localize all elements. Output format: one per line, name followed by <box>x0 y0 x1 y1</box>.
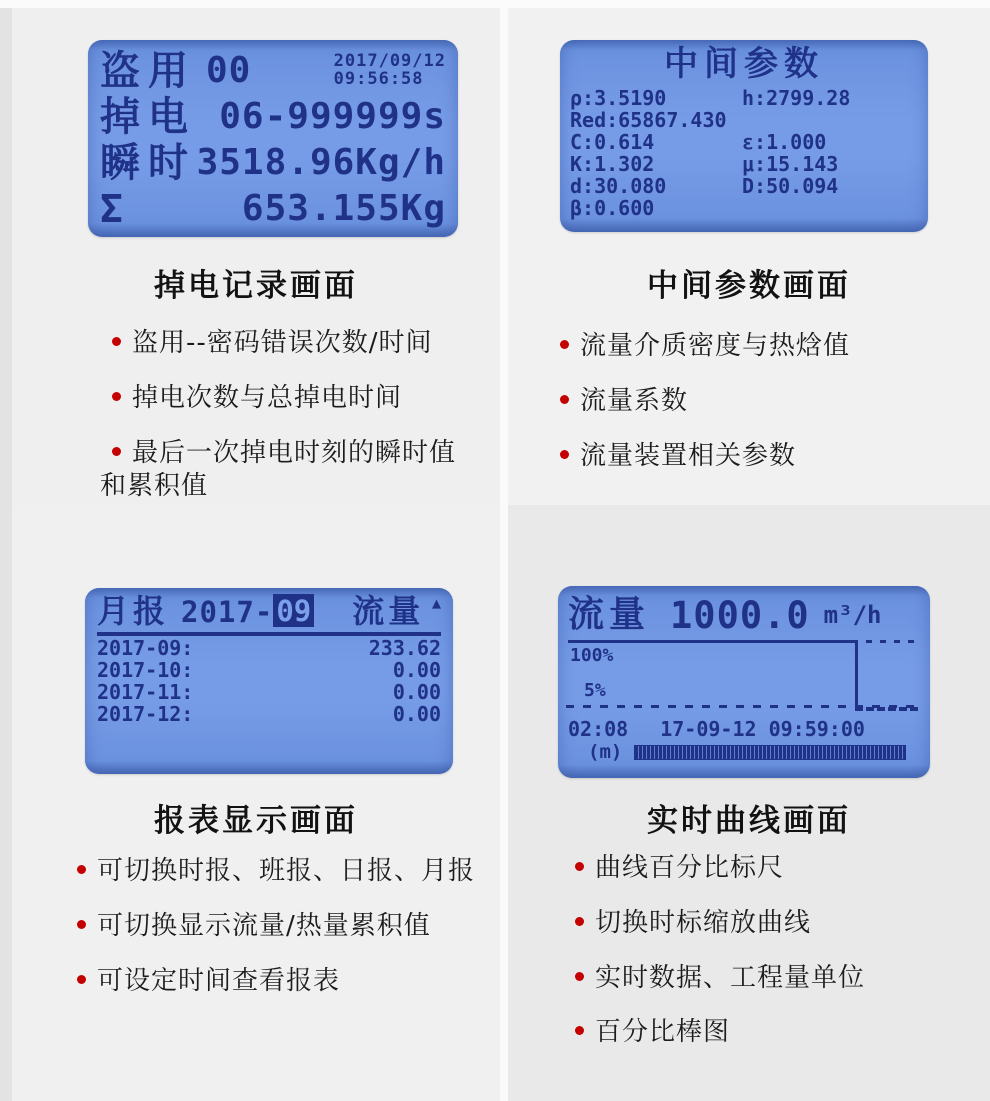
table-row <box>97 638 441 658</box>
param-row <box>570 131 918 153</box>
lcd-row-total <box>100 186 446 232</box>
report-month-selected: 09 <box>273 594 314 627</box>
lcd-screen-curve <box>558 586 930 778</box>
report-year: 2017- <box>181 595 274 629</box>
list-item: 盗用--密码错误次数/时间 <box>100 327 462 361</box>
flow-value: 1000.0 <box>670 593 810 637</box>
instant-value: 3518.96Kg/h <box>196 142 446 183</box>
param-left: ρ:3.5190 <box>570 86 667 111</box>
value-cell: 0.00 <box>392 658 441 682</box>
list-item: 可设定时间查看报表 <box>65 965 493 999</box>
report-mode: 月报 <box>97 592 170 630</box>
scale-100-label: 100% <box>570 645 614 666</box>
report-column: 流量 <box>352 592 425 630</box>
param-right <box>742 109 918 131</box>
datetime-stack <box>334 53 446 89</box>
lcd-screen-params <box>560 40 928 232</box>
panel-realtime-curve <box>508 505 990 1101</box>
param-row <box>570 175 918 197</box>
param-right: μ:15.143 <box>742 152 839 177</box>
up-arrow-icon: ▲ <box>431 594 441 612</box>
top-gridline-dots <box>866 640 920 643</box>
param-left: β:0.600 <box>570 196 655 221</box>
list-item: 切换时标缩放曲线 <box>563 907 983 941</box>
lcd-screen-title: 中间参数 <box>664 44 824 84</box>
instant-label: 瞬时 <box>100 140 196 186</box>
list-item: 流量装置相关参数 <box>548 440 978 474</box>
period-cell: 2017-11: <box>97 680 194 704</box>
elapsed-time: 02:08 <box>568 717 629 741</box>
param-right <box>742 197 918 219</box>
list-item: 最后一次掉电时刻的瞬时值和累积值 <box>100 437 462 505</box>
period-cell: 2017-12: <box>97 702 194 726</box>
param-right: D:50.094 <box>742 174 839 199</box>
param-row <box>570 197 918 219</box>
curve-tail-line <box>855 707 920 711</box>
value-cell: 233.62 <box>368 636 441 660</box>
theft-count: 00 <box>206 50 252 91</box>
powerloss-value: 06-999999s <box>219 96 446 137</box>
scale-5-label: 5% <box>584 680 606 701</box>
param-left: K:1.302 <box>570 152 655 177</box>
table-row <box>97 682 441 702</box>
list-item: 百分比棒图 <box>563 1016 983 1050</box>
lcd-date: 2017/09/12 <box>333 51 446 72</box>
param-right: h:2799.28 <box>742 86 851 111</box>
panel-report-display <box>12 505 500 1101</box>
panel-title: 掉电记录画面 <box>154 268 358 304</box>
lcd-screen-report <box>85 588 453 774</box>
list-item: 可切换时报、班报、日报、月报 <box>65 855 493 889</box>
list-item: 流量系数 <box>548 385 978 419</box>
list-item: 实时数据、工程量单位 <box>563 962 983 996</box>
param-row <box>570 109 918 131</box>
panel-intermediate-params <box>508 8 990 505</box>
powerloss-label: 掉电 <box>100 94 196 140</box>
list-item: 曲线百分比标尺 <box>563 852 983 886</box>
percent-bar <box>634 745 906 760</box>
param-left: Red:65867.430 <box>570 108 727 133</box>
top-strip <box>0 0 990 8</box>
trend-chart <box>568 640 920 710</box>
param-row <box>570 87 918 109</box>
bar-unit-label: (m) <box>588 741 623 763</box>
theft-label: 盗用 <box>100 48 196 94</box>
list-item: 流量介质密度与热焓值 <box>548 330 978 364</box>
param-row <box>570 153 918 175</box>
panel-power-loss-record <box>12 8 500 505</box>
table-row <box>97 704 441 724</box>
panel-title: 报表显示画面 <box>154 803 358 839</box>
curve-footer-time <box>568 719 920 739</box>
list-item: 掉电次数与总掉电时间 <box>100 382 462 416</box>
curve-drop-line <box>855 640 858 709</box>
param-right: ε:1.000 <box>742 130 827 155</box>
left-strip <box>0 8 12 1101</box>
param-left: C:0.614 <box>570 130 655 155</box>
panel-title: 中间参数画面 <box>647 268 851 304</box>
curve-header <box>568 592 920 638</box>
period-cell: 2017-09: <box>97 636 194 660</box>
feature-list <box>563 852 983 1071</box>
current-datetime: 17-09-12 09:59:00 <box>660 717 865 741</box>
period-cell: 2017-10: <box>97 658 194 682</box>
flow-unit: m³/h <box>823 601 882 629</box>
column-gutter <box>500 8 508 1101</box>
feature-list <box>548 330 978 494</box>
lcd-screen-power-loss <box>88 40 458 237</box>
feature-list <box>100 327 462 525</box>
list-item: 可切换显示流量/热量累积值 <box>65 910 493 944</box>
value-cell: 0.00 <box>392 702 441 726</box>
lcd-row-powerloss <box>100 94 446 140</box>
lcd-time: 09:56:58 <box>333 69 424 89</box>
curve-line <box>568 640 858 643</box>
total-value: 653.155Kg <box>241 188 446 229</box>
lcd-row-instant <box>100 140 446 186</box>
panel-title: 实时曲线画面 <box>647 803 851 839</box>
sigma-label: Σ <box>100 187 123 231</box>
lcd-row-theft <box>100 48 446 94</box>
table-row <box>97 660 441 680</box>
report-header <box>97 592 441 630</box>
feature-list <box>65 855 493 1019</box>
param-left: d:30.080 <box>570 174 667 199</box>
value-cell: 0.00 <box>392 680 441 704</box>
percent-bar-row <box>568 743 920 762</box>
flow-label: 流量 <box>568 594 651 635</box>
